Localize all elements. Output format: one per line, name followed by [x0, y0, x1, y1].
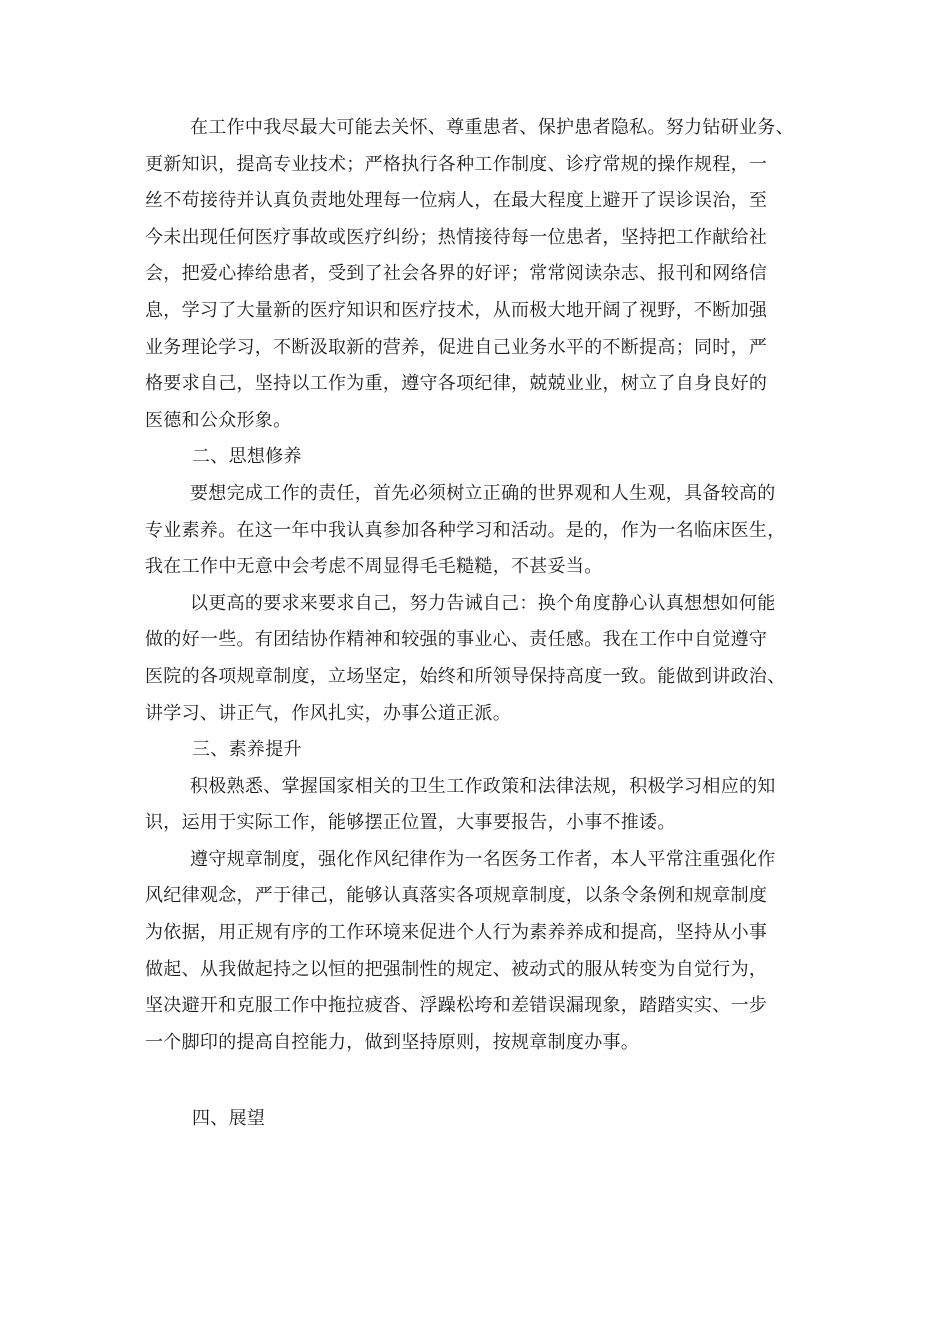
text-line: 讲学习、讲正气，作风扎实，办事公道正派。 — [145, 702, 511, 724]
paragraph-responsibility — [145, 476, 815, 586]
section-heading-ideology: 二、思想修养 — [192, 446, 302, 468]
text-line: 今未出现任何医疗事故或医疗纠纷；热情接待每一位患者，坚持把工作献给社 — [145, 226, 768, 248]
text-line: 我在工作中无意中会考虑不周显得毛毛糙糙，不甚妥当。 — [145, 556, 603, 578]
text-line: 以更高的要求来要求自己，努力告诫自己：换个角度静心认真想想如何能 — [190, 592, 776, 614]
document-page — [145, 110, 815, 1138]
paragraph-self-requirement — [145, 586, 815, 732]
text-line: 一个脚印的提高自控能力，做到坚持原则，按规章制度办事。 — [145, 1031, 640, 1053]
text-line: 要想完成工作的责任，首先必须树立正确的世界观和人生观，具备较高的 — [190, 482, 776, 504]
text-line: 息，学习了大量新的医疗知识和医疗技术，从而极大地开阔了视野，不断加强 — [145, 299, 768, 321]
text-line: 坚决避开和克服工作中拖拉疲沓、浮躁松垮和差错误漏现象，踏踏实实、一步 — [145, 995, 768, 1017]
text-line: 为依据，用正规有序的工作环境来促进个人行为素养养成和提高，坚持从小事 — [145, 922, 768, 944]
text-line: 在工作中我尽最大可能去关怀、尊重患者、保护患者隐私。努力钻研业务、 — [190, 117, 794, 138]
paragraph-discipline — [145, 842, 815, 1062]
text-line: 识，运用于实际工作，能够摆正位置，大事要报告，小事不推诿。 — [145, 812, 676, 834]
blank-spacer — [145, 1061, 815, 1101]
paragraph-patient-care — [145, 110, 815, 439]
text-line: 格要求自己，坚持以工作为重，遵守各项纪律，兢兢业业，树立了自身良好的 — [145, 373, 768, 395]
paragraph-policies — [145, 769, 815, 842]
text-line: 做的好一些。有团结协作精神和较强的事业心、责任感。我在工作中自觉遵守 — [145, 629, 768, 651]
text-line: 做起、从我做起持之以恒的把强制性的规定、被动式的服从转变为自觉行为， — [145, 958, 768, 980]
text-line: 风纪律观念，严于律己，能够认真落实各项规章制度，以条令条例和规章制度 — [145, 885, 768, 907]
section-heading-outlook: 四、展望 — [192, 1108, 266, 1130]
text-line: 丝不苟接待并认真负责地处理每一位病人，在最大程度上避开了误诊误治，至 — [145, 190, 768, 212]
text-line: 遵守规章制度，强化作风纪律作为一名医务工作者，本人平常注重强化作 — [190, 848, 776, 870]
section-heading-improvement: 三、素养提升 — [192, 739, 302, 761]
text-line: 更新知识，提高专业技术；严格执行各种工作制度、诊疗常规的操作规程，一 — [145, 153, 768, 175]
text-line: 会，把爱心捧给患者，受到了社会各界的好评；常常阅读杂志、报刊和网络信 — [145, 263, 768, 285]
text-line: 专业素养。在这一年中我认真参加各种学习和活动。是的，作为一名临床医生， — [145, 519, 786, 541]
text-line: 业务理论学习，不断汲取新的营养，促进自己业务水平的不断提高；同时，严 — [145, 336, 768, 358]
text-line: 医院的各项规章制度，立场坚定，始终和所领导保持高度一致。能做到讲政治、 — [145, 665, 786, 687]
text-line: 积极熟悉、掌握国家相关的卫生工作政策和法律法规，积极学习相应的知 — [190, 775, 776, 797]
text-line: 医德和公众形象。 — [145, 409, 292, 431]
